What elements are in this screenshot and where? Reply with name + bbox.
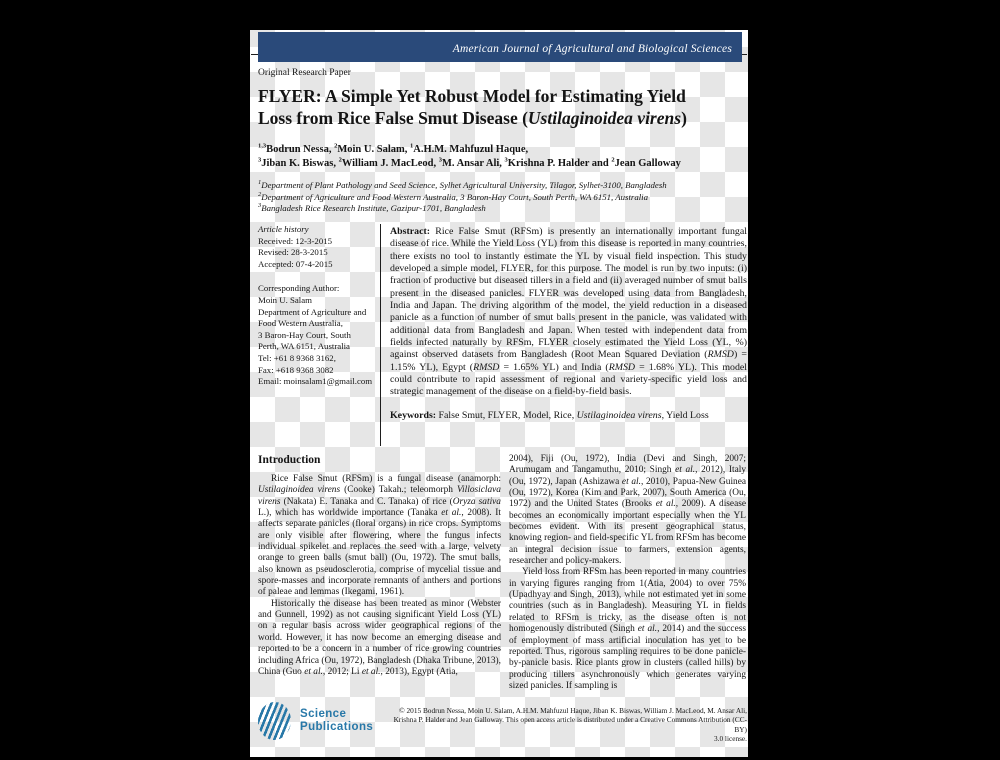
column-divider-rule	[380, 224, 381, 446]
author-name: Moin U. Salam,	[337, 144, 410, 155]
copyright-line: © 2015 Bodrun Nessa, Moin U. Salam, A.H.M. Mahfuzul Haque, Jiban K. Biswas, William J. MacLeod, M. Ansar Ali,	[399, 706, 747, 715]
corresponding-author-line: Corresponding Author:	[258, 283, 340, 294]
science-publications-logo-icon	[257, 701, 293, 741]
author	[439, 158, 505, 169]
affiliation-text: Department of Plant Pathology and Seed Science, Sylhet Agricultural University, Tilagor, Sylhet-3100, Bangladesh	[261, 180, 667, 190]
body-column-right	[509, 454, 746, 692]
author-affiliation-sup: 1,3	[258, 142, 267, 150]
author-affiliation-sup: 2	[611, 156, 615, 163]
author-name: Bodrun Nessa,	[266, 144, 335, 155]
intro-paragraph-2: Historically the disease has been treated as minor (Webster and Gunnell, 1992) as not causing significant Yield Loss (YL) on a regular basis across wider geographical regions of the world. However, it has now become an emerging disease and reported to be a concern in a number of rice growing countries including Africa (Ou, 1972), Bangladesh (Dhaka Tribune, 2013), China (Guo et al., 2012; Li et al., 2013), Egypt (Atia,	[258, 598, 501, 677]
author-affiliation-sup: 1	[410, 142, 414, 150]
author-name: William J. MacLeod,	[341, 157, 439, 169]
publisher-logo	[258, 702, 373, 740]
copyright-line: 3.0 license.	[713, 733, 747, 743]
corresponding-author-block	[258, 283, 380, 387]
abstract-block	[390, 226, 747, 422]
author	[258, 158, 339, 169]
author-affiliation-sup: 3	[258, 156, 262, 163]
keywords-line: Keywords: False Smut, FLYER, Model, Rice, Ustilaginoidea virens, Yield Loss	[390, 409, 709, 421]
author-name: M. Ansar Ali,	[442, 157, 505, 169]
author	[339, 158, 439, 169]
article-title-line1: FLYER: A Simple Yet Robust Model for Estimating Yield	[258, 86, 686, 106]
copyright-line: Krishna P. Halder and Jean Galloway. This open access article is distributed under a Creative Commons Attribution (CC-BY)	[393, 715, 747, 734]
article-history-line: Revised: 28-3-2015	[258, 247, 328, 258]
intro-paragraph-3: 2004), Fiji (Ou, 1972), India (Devi and Singh, 2007; Arumugam and Tangamuthu, 2010; Singh et al., 2012), Italy (Ou, 1972), Japan (Ashizawa et al., 2010), Papua-New Guinea (Ou, 1972), Korea (Kim and Park, 2007), South America (Ou, 1972) and the United States (Brooks et al., 2009). A disease becomes an economically important especially when the YL becomes evident. With its present geographical status, knowing region- and field-specific YL from RFSm has become an integral decision issue to farmers, extension agents, researcher and policy-makers.	[509, 454, 747, 567]
affiliation-list	[258, 180, 667, 215]
author	[258, 144, 334, 155]
author-name: Jean Galloway	[614, 157, 681, 169]
article-title	[258, 86, 742, 129]
article-history-line: Accepted: 07-4-2015	[258, 258, 333, 269]
affiliation-line	[258, 203, 667, 215]
author-list	[258, 143, 681, 170]
corresponding-author-line: 3 Baron-Hay Court, South	[258, 329, 351, 340]
corresponding-author-line: Tel: +61 8 9368 3162,	[258, 352, 336, 363]
corresponding-author-line: Moin U. Salam	[258, 294, 313, 305]
author	[410, 144, 528, 155]
author-affiliation-sup: 3	[438, 156, 443, 163]
author-line-2	[258, 157, 681, 171]
intro-paragraph-1: Rice False Smut (RFSm) is a fungal disease (anamorph: Ustilaginoidea virens (Cooke) Takah.; teleomorph Villosiclava virens (Nakata) E. Tanaka and C. Tanaka) of rice (Oryza sativa L.), which has worldwide importance (Tanaka et al., 2008). It affects separate panicles (floral organs) in rice crops. Symptoms are only visible after flowering, where the fungus infects individual spikelet and replaces the seed with a large, velvety orange to green balls (smut ball) (Ou, 1972). The smut balls, also known as pseudosclerotia, comprise of mycelial tissue and spore-masses and incorporate remnants of anthers and portions of paleae and lemmas (Ikegami, 1961).	[258, 474, 502, 598]
corresponding-author-line: Fax: +618 9368 3082	[258, 364, 334, 375]
author	[611, 158, 680, 169]
author-line-1	[258, 143, 681, 157]
journal-name: American Journal of Agricultural and Biological Sciences	[452, 42, 732, 55]
author-affiliation-sup: 2	[338, 156, 342, 163]
author-name: Krishna P. Halder and	[507, 157, 612, 169]
corresponding-author-line: Food Western Australia,	[258, 318, 343, 329]
science-publications-logo-text	[300, 708, 373, 735]
corresponding-author-line: Email: moinsalam1@gmail.com	[258, 376, 373, 387]
author-affiliation-sup: 3	[504, 156, 508, 163]
body-column-left	[258, 474, 501, 678]
author-name: A.H.M. Mahfuzul Haque,	[413, 144, 529, 155]
left-sidebar	[258, 224, 380, 388]
author	[504, 156, 615, 169]
author	[334, 144, 410, 155]
affiliation-text: Department of Agriculture and Food Western Australia, 3 Baron-Hay Court, South Perth, WA 6151, Australia	[261, 191, 649, 202]
article-title-line2: Loss from Rice False Smut Disease (Ustilaginoidea virens)	[258, 107, 687, 128]
journal-header-banner	[258, 32, 742, 62]
affiliation-line	[258, 180, 667, 192]
article-history-heading: Article history	[258, 224, 309, 234]
copyright-notice	[390, 706, 747, 743]
paper-type-label: Original Research Paper	[258, 68, 351, 78]
logo-text-line1: Science	[300, 707, 347, 720]
author-affiliation-sup: 2	[334, 142, 338, 150]
corresponding-author-line: Department of Agriculture and	[258, 306, 367, 317]
affiliation-sup: 2	[258, 190, 262, 198]
affiliation-sup: 3	[258, 202, 262, 210]
intro-paragraph-4: Yield loss from RFSm has been reported in many countries in varying figures ranging from 1(Atia, 2004) to over 75% (Upadhyay and Singh, 2013), while not estimated yet in some countries (such as in Bangladesh). Measuring YL in fields related to RFSm is tricky, as the disease often is not homogenously distributed (Singh et al., 2014) and the success of employment of mass artificial inoculation has yet to be reported. Thus, rigorous sampling requires to be done panicle-by-panicle basis. Rice plants grow in clusters (called hills) by producing tillers asynchronously which generates varying sized panicles. If sampling is	[509, 567, 746, 691]
introduction-heading: Introduction	[258, 454, 321, 466]
paper-page	[250, 30, 748, 757]
article-history-dates	[258, 236, 380, 271]
author-name: Jiban K. Biswas,	[261, 157, 339, 169]
affiliation-sup: 1	[258, 179, 262, 187]
logo-text-line2: Publications	[300, 721, 374, 733]
affiliation-line	[258, 192, 667, 204]
affiliation-text: Bangladesh Rice Research Institute, Gazipur-1701, Bangladesh	[261, 203, 486, 214]
article-history-line: Received: 12-3-2015	[258, 235, 333, 246]
species-name-italic: Ustilaginoidea virens	[527, 107, 682, 128]
abstract-paragraph: Abstract: Rice False Smut (RFSm) is presently an internationally important fungal disease of rice. While the Yield Loss (YL) from this disease is reported in many countries, there exists no tool to instantly estimate the YL by visual field inspection. This study developed a simple model, FLYER, for this purpose. The model is run by two inputs: (i) fraction of productive but diseased tillers in a field and (ii) averaged number of smut balls present in the diseased panicles. FLYER was developed using data from Bangladesh, India and Japan. The driving algorithm of the model, the yield reduction in a diseased panicle as a function of number of smut balls present in the panicle, was validated with additional data from Bangladesh and Japan. When tested with independent data from fields infected naturally by RFSm, FLYER closely estimated the Yield Loss (YL, %) against observed datasets from Bangladesh (Root Mean Squared Deviation (RMSD) = 1.15% YL), Egypt (RMSD = 1.65% YL) and India (RMSD = 1.68% YL). This model could contribute to rapid assessment of regional and variety-specific yield loss and strategic management of the disease on a field-by-field basis.	[390, 226, 748, 398]
corresponding-author-line: Perth, WA 6151, Australia	[258, 341, 350, 352]
sidebar-gap	[258, 270, 380, 283]
